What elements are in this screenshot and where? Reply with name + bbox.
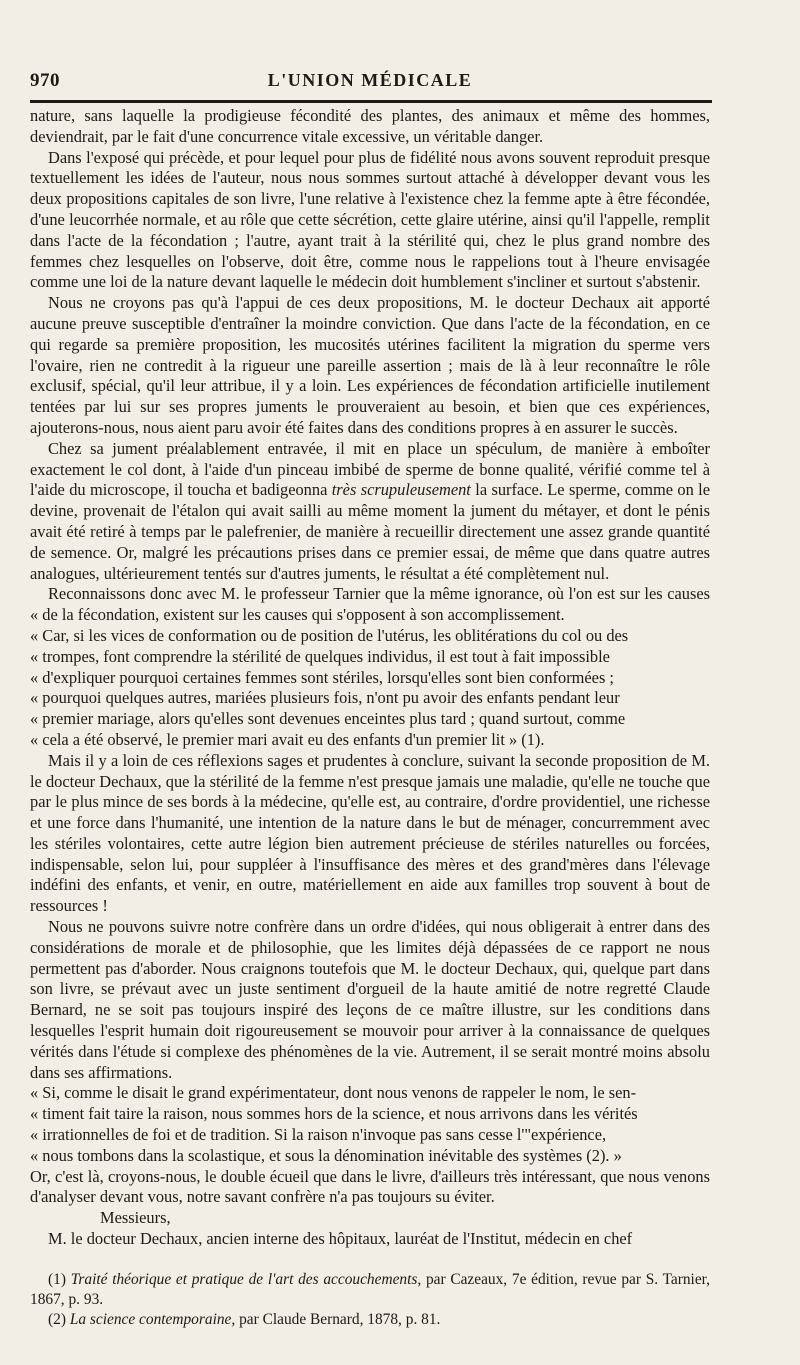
quote-line: « Car, si les vices de conformation ou de position de l'utérus, les oblitérations du col ou des [30,625,629,645]
quote-line: « Si, comme le disait le grand expérimentateur, dont nous venons de rappeler le nom, le sen- [30,1083,637,1103]
quote-line: « pourquoi quelques autres, mariées plusieurs fois, n'ont pu avoir des enfants pendant leur [30,688,620,708]
page-header [30,60,710,100]
jument-italic: très scrupuleusement [331,480,471,500]
body-text [30,106,710,1250]
footnote-1-title: Traité théorique et pratique de l'art des accouchements, [70,1271,422,1288]
paragraph-confrere: Nous ne pouvons suivre notre confrère dans un ordre d'idées, qui nous obligerait à entrer dans des considérations de morale et de philosophie, que les limites déjà dépassées de ce rapport ne nous permettent pas d'aborder. Nous craignons toutefois que M. le docteur Dechaux, qui, quelque part dans son livre, se prévaut avec un juste sentiment d'orgueil de la haute amitié de notre regretté Claude Bernard, ne se soit pas toujours inspiré des leçons de ce maître illustre, sur les conditions dans lesquelles l'esprit humain doit rigoureusement se mouvoir pour arriver à la connaissance de quelques vérités dans l'étude si complexe des phénomènes de la vie. Autrement, il se serait montré moins absolu dans ses affirmations. [30,917,710,1082]
footnote-2-rest: par Claude Bernard, 1878, p. 81. [235,1311,441,1328]
paragraph-tarnier: Reconnaissons donc avec M. le professeur Tarnier que la même ignorance, où l'on est sur les causes « de la fécondation, existent sur les causes qui s'opposent à son accomplissement. [30,584,710,625]
footnote-2-title: La science contemporaine, [69,1311,236,1328]
quote-line: « premier mariage, alors qu'elles sont devenues enceintes plus tard ; quand surtout, comme [30,709,626,729]
quote-line: « irrationnelles de foi et de tradition. Si la raison n'invoque pas sans cesse l'"expérience, [30,1125,607,1145]
quote-line: « timent fait taire la raison, nous sommes hors de la science, et nous arrivons dans les vérités [30,1104,638,1124]
quote-line: « d'expliquer pourquoi certaines femmes sont stériles, lorsqu'elles sont bien conformées ; [30,667,614,687]
quote-line: « trompes, font comprendre la stérilité de quelques individus, il est tout à fait impossible [30,646,610,666]
quote-line: « nous tombons dans la scolastique, et sous la dénomination inévitable des systèmes (2). » [30,1145,622,1165]
footnote-1-rest: par Cazeaux, 7e édition, revue par S. Tarnier, 1867, p. 93. [30,1271,711,1308]
page-number: 970 [30,70,60,91]
footnote-2-mark: (2) [48,1311,66,1328]
footnote-1 [30,1270,710,1310]
footnotes [30,1270,710,1330]
footnote-1-mark: (1) [48,1271,66,1288]
paragraph-ecueil: Or, c'est là, croyons-nous, le double écueil que dans le livre, d'ailleurs très intéressant, que nous venons d'analyser devant vous, notre savant confrère n'a pas toujours su éviter. [30,1166,710,1207]
paragraph-expose: Dans l'exposé qui précède, et pour lequel pour plus de fidélité nous avons souvent reproduit presque textuellement les idées de l'auteur, nous nous sommes surtout attaché à développer devant vous les deux propositions capitales de son livre, l'une relative à l'existence chez la femme apte à être fécondée, d'une leucorrhée normale, et au rôle que cette sécrétion, cette glaire utérine, ainsi qu'il l'appelle, remplit dans l'acte de la fécondation ; l'autre, ayant trait à la stérilité qui, chez le plus grand nombre des femmes chez lesquelles on l'observe, doit être, comme nous le rappelions tout à l'heure envisagée comme une loi de la nature devant laquelle le médecin doit humblement s'incliner et surtout s'abstenir. [30,147,710,292]
paragraph-sterilite: Mais il y a loin de ces réflexions sages et prudentes à conclure, suivant la seconde proposition de M. le docteur Dechaux, que la stérilité de la femme n'est presque jamais une maladie, qu'elle ne touche que par le plus mince de ses bords à la médecine, qu'elle est, au contraire, d'ordre providentiel, une richesse et une force dans l'humanité, une intention de la nature dans le but de ménager, concurremment avec les stériles volontaires, cette autre légion bien autrement précieuse de stériles naturelles ou forcées, indispensable, selon lui, pour suppléer à l'insuffisance des mères et des grand'mères dans l'élevage indéfini des enfants, et venir, en outre, matériellement en aide aux familles trop souvent à bout de ressources ! [30,750,710,916]
header-rule [30,100,712,103]
paragraph-jument [30,439,710,585]
paragraph-dechaux: M. le docteur Dechaux, ancien interne des hôpitaux, lauréat de l'Institut, médecin en chef [48,1229,633,1249]
salutation: Messieurs, [100,1208,171,1228]
running-title: L'UNION MÉDICALE [267,70,473,90]
paragraph-continuation: nature, sans laquelle la prodigieuse fécondité des plantes, des animaux et même des hommes, deviendrait, par le fait d'une concurrence vitale excessive, un véritable danger. [30,106,710,146]
quote-line: « cela a été observé, le premier mari avait eu des enfants d'un premier lit » (1). [30,729,545,749]
jument-text-a: Chez sa jument préalablement entravée, il mit en place un spéculum, de manière à emboîter exactement le col dont, à l'aide d'un pinceau imbibé de sperme de bonne qualité, vérifié comme tel à l'aide du microscope, il toucha et badigeonna [30,438,710,500]
paragraph-preuves: Nous ne croyons pas qu'à l'appui de ces deux propositions, M. le docteur Dechaux ait apporté aucune preuve susceptible d'entraîner la moindre conviction. Que dans l'acte de la fécondation, en ce qui regarde sa première proposition, les mucosités utérines facilitent la migration du sperme vers l'ovaire, rien ne contredit à la rigueur une pareille assertion ; mais de là à leur reconnaître le rôle exclusif, spécial, qu'il leur attribue, il y a loin. Les expériences de fécondation artificielle inutilement tentées par lui sur ses propres juments le prouveraient au besoin, et bien que ces expériences, ajouterons-nous, nous aient paru avoir été faites dans des conditions propres à en assurer le succès. [30,293,710,437]
jument-text-b: la surface. Le sperme, comme on le devine, provenait de l'étalon qui avait sailli au même moment la jument du métayer, et dont le pénis avait été retiré à temps par le palefrenier, de manière à recueillir directement une assez grande quantité de semence. Or, malgré les précautions prises dans ce premier essai, de même que dans quatre autres analogues, ultérieurement tentés sur d'autres juments, le résultat a été complètement nul. [30,480,710,583]
footnote-2 [30,1310,710,1330]
